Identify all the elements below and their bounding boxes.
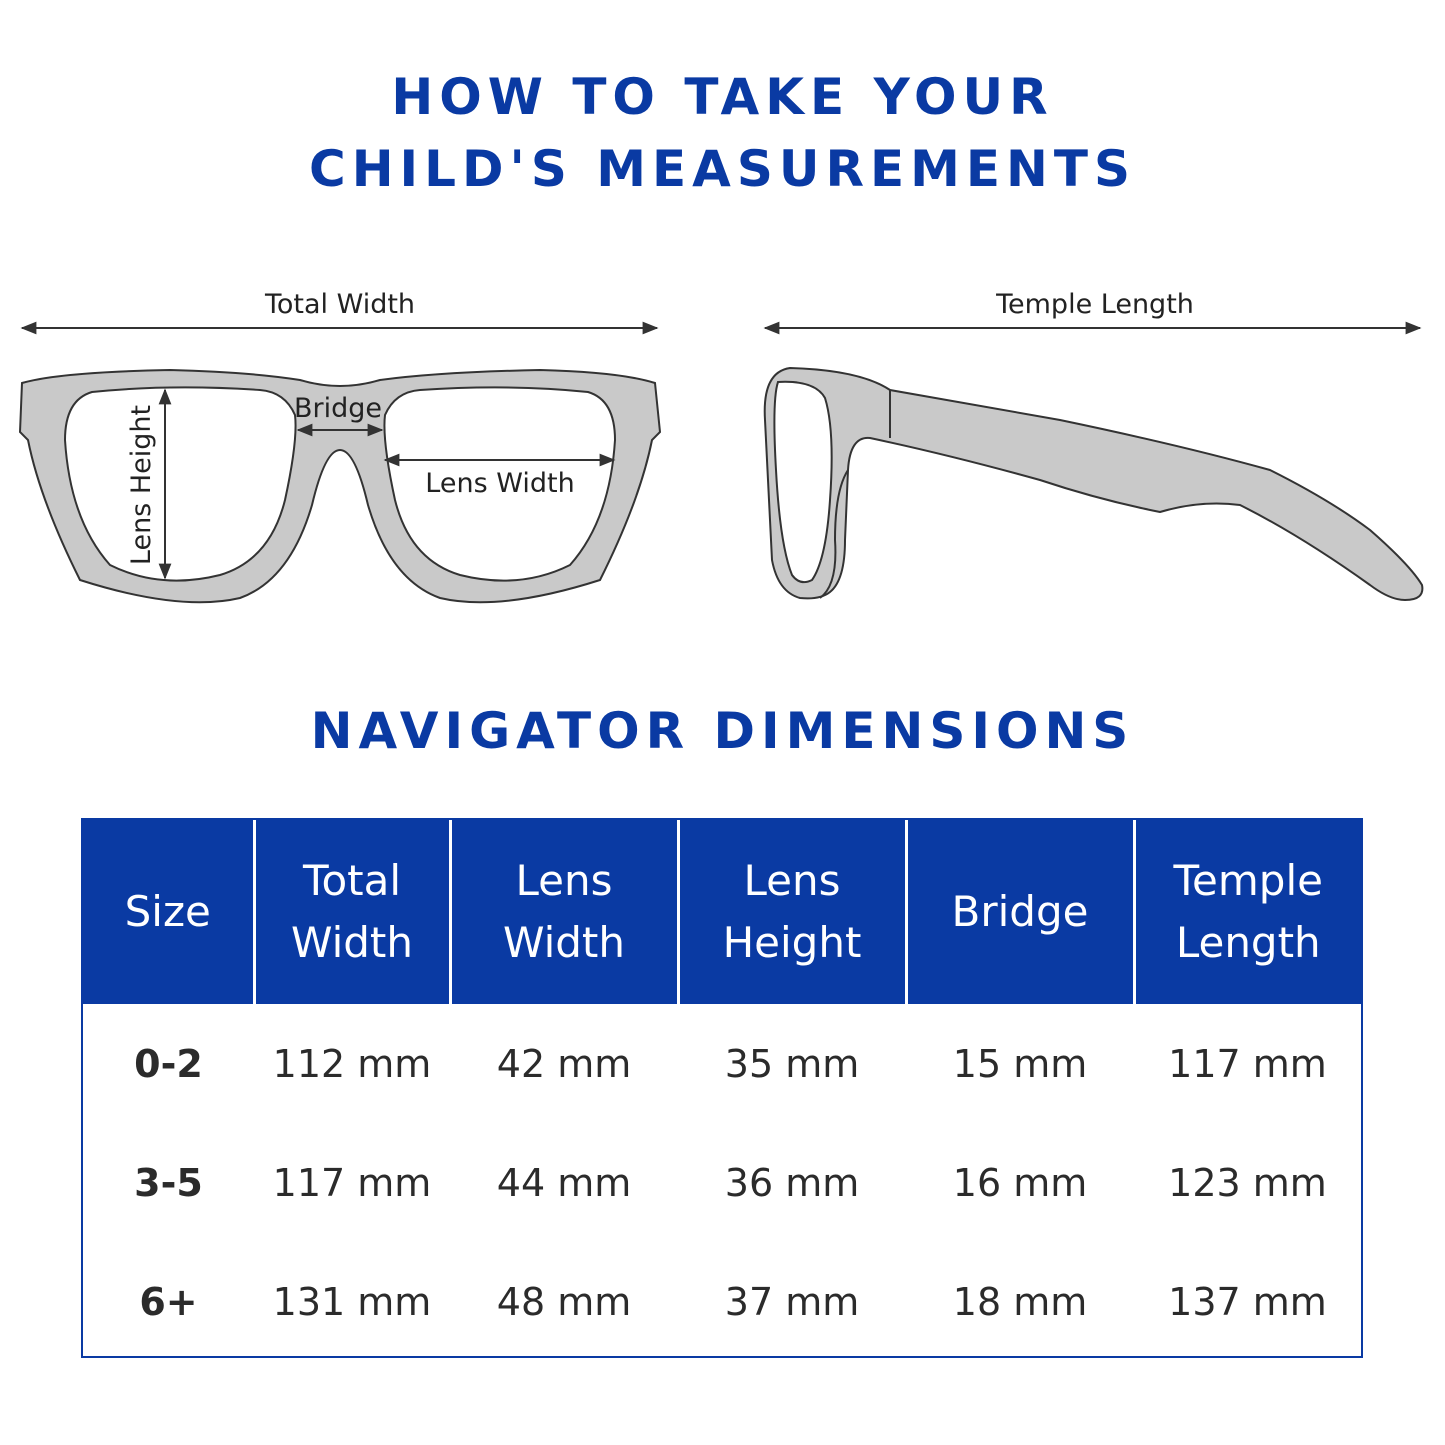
lens-height-label: Lens Height [126, 404, 157, 566]
dimensions-title: NAVIGATOR DIMENSIONS [310, 702, 1135, 760]
lens-height-cell: 35 mm [724, 1041, 860, 1086]
header-bridge: Bridge [906, 820, 1134, 1004]
temple-length-cell: 117 mm [1168, 1041, 1327, 1086]
bridge-cell: 15 mm [952, 1041, 1088, 1086]
table-row [83, 1004, 1361, 1123]
header-lens-width: Lens Width [450, 820, 678, 1004]
lens-width-label: Lens Width [425, 468, 575, 499]
lens-width-cell: 48 mm [496, 1279, 632, 1324]
page-title-line-2: CHILD'S MEASUREMENTS [309, 140, 1136, 198]
header-temple-length: Temple Length [1134, 820, 1361, 1004]
total-width-cell: 117 mm [272, 1160, 432, 1205]
table-row [83, 1123, 1361, 1242]
header-total-width: Total Width [254, 820, 450, 1004]
size-cell: 6+ [139, 1279, 198, 1324]
dimensions-table [81, 818, 1363, 1358]
page-title-line-1: HOW TO TAKE YOUR [391, 68, 1054, 126]
total-width-label: Total Width [264, 289, 416, 320]
temple-length-cell: 123 mm [1168, 1160, 1327, 1205]
bridge-cell: 16 mm [952, 1160, 1088, 1205]
header-size: Size [83, 820, 254, 1004]
size-cell: 3-5 [134, 1160, 203, 1205]
header-lens-height: Lens Height [678, 820, 906, 1004]
glasses-side-view [765, 368, 1423, 600]
lens-height-cell: 36 mm [724, 1160, 860, 1205]
temple-length-cell: 137 mm [1168, 1279, 1327, 1324]
table-header-row [83, 820, 1361, 1004]
size-cell: 0-2 [134, 1041, 203, 1086]
lens-width-cell: 44 mm [496, 1160, 632, 1205]
bridge-label: Bridge [293, 393, 383, 424]
bridge-cell: 18 mm [952, 1279, 1088, 1324]
lens-width-cell: 42 mm [496, 1041, 632, 1086]
lens-height-cell: 37 mm [724, 1279, 860, 1324]
total-width-cell: 131 mm [272, 1279, 432, 1324]
temple-length-label: Temple Length [996, 289, 1194, 320]
total-width-cell: 112 mm [272, 1041, 432, 1086]
table-row [83, 1242, 1361, 1361]
